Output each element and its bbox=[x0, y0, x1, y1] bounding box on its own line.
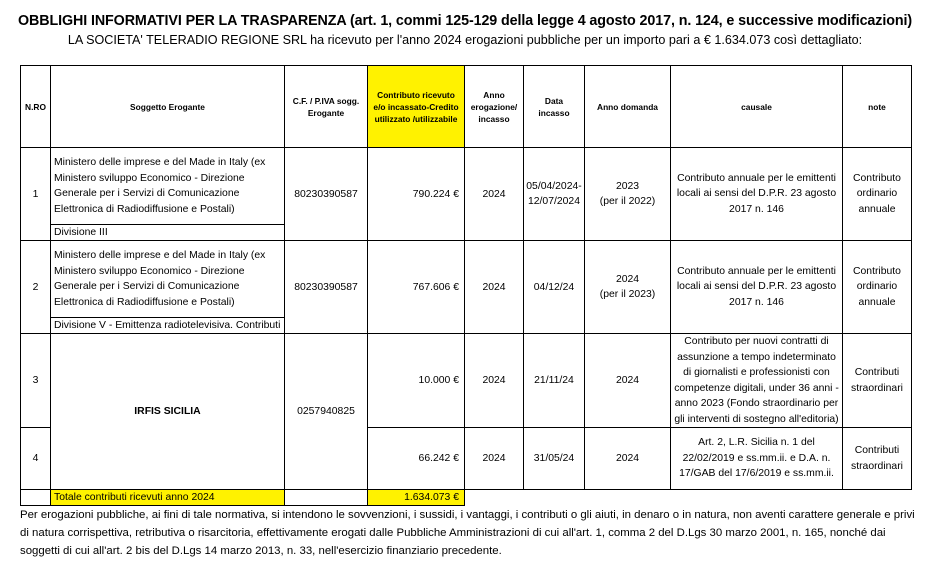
divisione: Divisione V - Emittenza radiotelevisiva. Contributi bbox=[51, 318, 285, 334]
soggetto-erogante: Ministero delle imprese e del Made in Italy (ex Ministero sviluppo Economico - Direzione Generale per i Servizi di Comunicazione Elettronica di Radiodiffusione e Postali) bbox=[51, 148, 285, 225]
divisione: Divisione III bbox=[51, 225, 285, 241]
footer-definition-text: Per erogazioni pubbliche, ai fini di tale normativa, si intendono le sovvenzioni, i sussidi, i vantaggi, i contributi o gli aiuti, in denaro o in natura, non aventi carattere generale e privi di natura corrispettiva, retributiva o risarcitoria, effettivamente erogati dalle Pubbliche Amministrazioni di cui all'art. 1, comma 2 del D.Lgs 30 marzo 2001, n. 165, nonché dai soggetti di cui all'art. 2 bis del D.Lgs 14 marzo 2013, n. 33, nell'esercizio finanziario precedente. bbox=[20, 509, 915, 557]
causale: Contributo annuale per le emittenti locali ai sensi del D.P.R. 23 agosto 2017 n. 146 bbox=[671, 241, 843, 334]
data-incasso: 04/12/24 bbox=[524, 241, 585, 334]
codice-fiscale: 80230390587 bbox=[285, 148, 368, 241]
total-blank bbox=[671, 490, 843, 506]
table-row bbox=[21, 148, 912, 225]
anno-domanda-value: 2023 bbox=[615, 180, 640, 192]
anno-domanda-note: (per il 2022) bbox=[599, 196, 656, 207]
col-header-anno-erogazione: Anno erogazione/ incasso bbox=[465, 66, 524, 148]
anno-erogazione: 2024 bbox=[465, 241, 524, 334]
total-empty-cell bbox=[21, 490, 51, 506]
contributo-importo: 10.000 € bbox=[368, 334, 465, 428]
causale: Art. 2, L.R. Sicilia n. 1 del 22/02/2019 e ss.mm.ii. e D.A. n. 17/GAB del 17/6/2019 e ss.mm.ii. bbox=[671, 428, 843, 490]
col-header-data-incasso: Data incasso bbox=[524, 66, 585, 148]
codice-fiscale: 80230390587 bbox=[285, 241, 368, 334]
contributo-importo: 790.224 € bbox=[368, 148, 465, 241]
anno-domanda-value: 2024 bbox=[615, 273, 640, 285]
row-number: 4 bbox=[21, 428, 51, 490]
anno-domanda: 2024 bbox=[585, 428, 671, 490]
col-header-anno-domanda: Anno domanda bbox=[585, 66, 671, 148]
row-number: 3 bbox=[21, 334, 51, 428]
table-row bbox=[21, 334, 912, 428]
col-header-soggetto: Soggetto Erogante bbox=[51, 66, 285, 148]
causale: Contributo per nuovi contratti di assunzione a tempo indeterminato di giornalisti e professionisti con competenze digitali, under 36 anni - anno 2023 (Fondo straordinario per gli interventi di sostegno all'editoria) bbox=[671, 334, 843, 428]
anno-domanda-note: (per il 2023) bbox=[599, 289, 656, 300]
causale: Contributo annuale per le emittenti locali ai sensi del D.P.R. 23 agosto 2017 n. 146 bbox=[671, 148, 843, 241]
col-header-note: note bbox=[843, 66, 912, 148]
total-blank bbox=[524, 490, 585, 506]
total-label: Totale contributi ricevuti anno 2024 bbox=[51, 490, 285, 506]
soggetto-erogante: Ministero delle imprese e del Made in Italy (ex Ministero sviluppo Economico - Direzione Generale per i Servizi di Comunicazione Elettronica di Radiodiffusione e Postali) bbox=[51, 241, 285, 318]
document-title: OBBLIGHI INFORMATIVI PER LA TRASPARENZA (art. 1, commi 125-129 della legge 4 agosto 2017, n. 124, e successive modificazioni) bbox=[17, 13, 912, 29]
row-number: 1 bbox=[21, 148, 51, 241]
total-blank bbox=[843, 490, 912, 506]
col-header-nro: N.RO bbox=[21, 66, 51, 148]
anno-erogazione: 2024 bbox=[465, 428, 524, 490]
contributions-table bbox=[20, 65, 912, 506]
col-header-contributo: Contributo ricevuto e/o incassato-Credito utilizzato /utilizzabile bbox=[368, 66, 465, 148]
table-row bbox=[21, 241, 912, 318]
document-subtitle: LA SOCIETA' TELERADIO REGIONE SRL ha ricevuto per l'anno 2024 erogazioni pubbliche per un importo pari a € 1.634.073 così dettagliato: bbox=[67, 33, 863, 47]
data-incasso: 05/04/2024-12/07/2024 bbox=[524, 148, 585, 241]
note: Contributo ordinario annuale bbox=[843, 241, 912, 334]
data-incasso: 21/11/24 bbox=[524, 334, 585, 428]
total-row bbox=[21, 490, 912, 506]
col-header-causale: causale bbox=[671, 66, 843, 148]
anno-domanda bbox=[585, 148, 671, 241]
data-incasso: 31/05/24 bbox=[524, 428, 585, 490]
note: Contributi straordinari bbox=[843, 334, 912, 428]
total-empty-cell bbox=[285, 490, 368, 506]
anno-domanda bbox=[585, 241, 671, 334]
anno-domanda: 2024 bbox=[585, 334, 671, 428]
note: Contributi straordinari bbox=[843, 428, 912, 490]
col-header-cf: C.F. / P.IVA sogg. Erogante bbox=[285, 66, 368, 148]
total-blank bbox=[585, 490, 671, 506]
total-blank bbox=[465, 490, 524, 506]
note: Contributo ordinario annuale bbox=[843, 148, 912, 241]
codice-fiscale: 0257940825 bbox=[285, 334, 368, 490]
anno-erogazione: 2024 bbox=[465, 148, 524, 241]
total-value: 1.634.073 € bbox=[368, 490, 465, 506]
table-header-row bbox=[21, 66, 912, 148]
soggetto-erogante: IRFIS SICILIA bbox=[51, 334, 285, 490]
row-number: 2 bbox=[21, 241, 51, 334]
contributo-importo: 767.606 € bbox=[368, 241, 465, 334]
anno-erogazione: 2024 bbox=[465, 334, 524, 428]
contributo-importo: 66.242 € bbox=[368, 428, 465, 490]
